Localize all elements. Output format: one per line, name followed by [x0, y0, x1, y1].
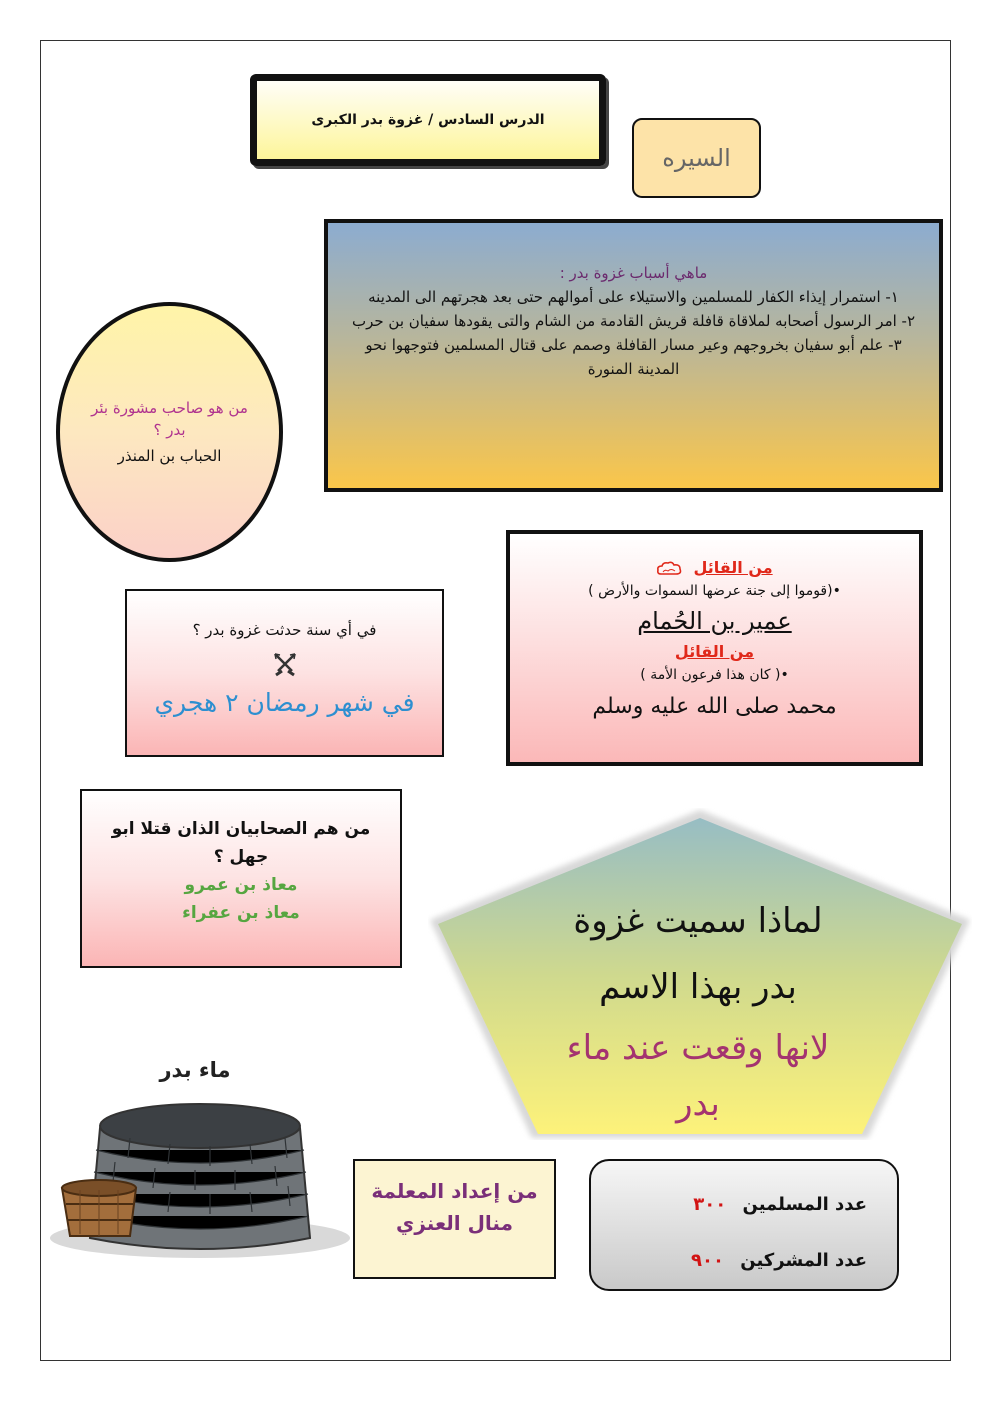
cause-item-1: ١- استمرار إيذاء الكفار للمسلمين والاستيلاء على أموالهم حتى بعد هجرتهم الى المدينه [368, 288, 899, 306]
muslims-count-row [611, 1177, 867, 1233]
naming-answer-line-1: لانها وقعت عند ماء [566, 1028, 830, 1068]
quote-text-2: •( كان هذا فرعون الأمة ) [640, 667, 789, 683]
cause-item-2: ٢- امر الرسول أصحابه لملاقاة قافلة قريش القادمة من الشام والتى يقودها سفيان بن حرب [351, 312, 916, 330]
year-question: في أي سنة حدثت غزوة بدر ؟ [192, 621, 377, 639]
bucket-icon [62, 1180, 136, 1236]
advice-answer: الحباب بن المنذر [117, 447, 222, 465]
credit-box [353, 1159, 556, 1279]
naming-text [448, 888, 948, 1132]
cloud-icon [656, 561, 682, 577]
killers-answer-2: معاذ بن عفراء [182, 903, 300, 923]
polytheists-count-label: عدد المشركين [740, 1250, 867, 1271]
muslims-count-label: عدد المسلمين [742, 1194, 867, 1215]
credit-line-2: منال العنزي [396, 1211, 513, 1235]
crossed-swords-icon [272, 651, 298, 677]
muslims-count-value: ٣٠٠ [693, 1194, 727, 1215]
killers-question: من هم الصحابيان الذان قتلا ابو جهل ؟ [111, 819, 371, 867]
subject-tag: السيره [632, 118, 761, 198]
quote-speaker-1: عمير بن الحُمام [637, 607, 792, 635]
well-illustration [40, 1088, 360, 1260]
year-box [125, 589, 444, 757]
well-label: ماء بدر [159, 1058, 231, 1082]
quote-heading-2: من القائل [674, 642, 755, 661]
advice-question: من هو صاحب مشورة بئر بدر ؟ [91, 399, 248, 439]
causes-question: ماهي أسباب غزوة بدر : [559, 264, 708, 282]
killers-answer-1: معاذ بن عمرو [184, 875, 298, 895]
polytheists-count-value: ٩٠٠ [691, 1250, 724, 1271]
lesson-title: الدرس السادس / غزوة بدر الكبرى [311, 112, 545, 128]
year-answer: في شهر رمضان ٢ هجري [154, 688, 415, 717]
advice-oval [56, 302, 283, 562]
naming-question-line-1: لماذا سميت غزوة [573, 901, 823, 941]
lesson-title-box [250, 74, 606, 166]
quote-speaker-2: محمد صلى الله عليه وسلم [592, 694, 837, 719]
naming-answer-line-2: بدر [676, 1084, 720, 1124]
cause-item-3: ٣- علم أبو سفيان بخروجهم وعير مسار القافلة وصمم على قتال المسلمين فتوجهوا نحو المدينة المنورة [365, 336, 902, 378]
killers-box [80, 789, 402, 968]
quote-heading-1: من القائل [693, 558, 773, 577]
counts-box [589, 1159, 899, 1291]
quote-text-1: •(قوموا إلى جنة عرضها السموات والأرض ) [588, 583, 841, 599]
naming-question-line-2: بدر بهذا الاسم [599, 967, 797, 1007]
credit-line-1: من إعداد المعلمة [371, 1179, 538, 1203]
causes-box [324, 219, 943, 492]
quotes-box [506, 530, 923, 766]
polytheists-count-row [611, 1233, 867, 1289]
